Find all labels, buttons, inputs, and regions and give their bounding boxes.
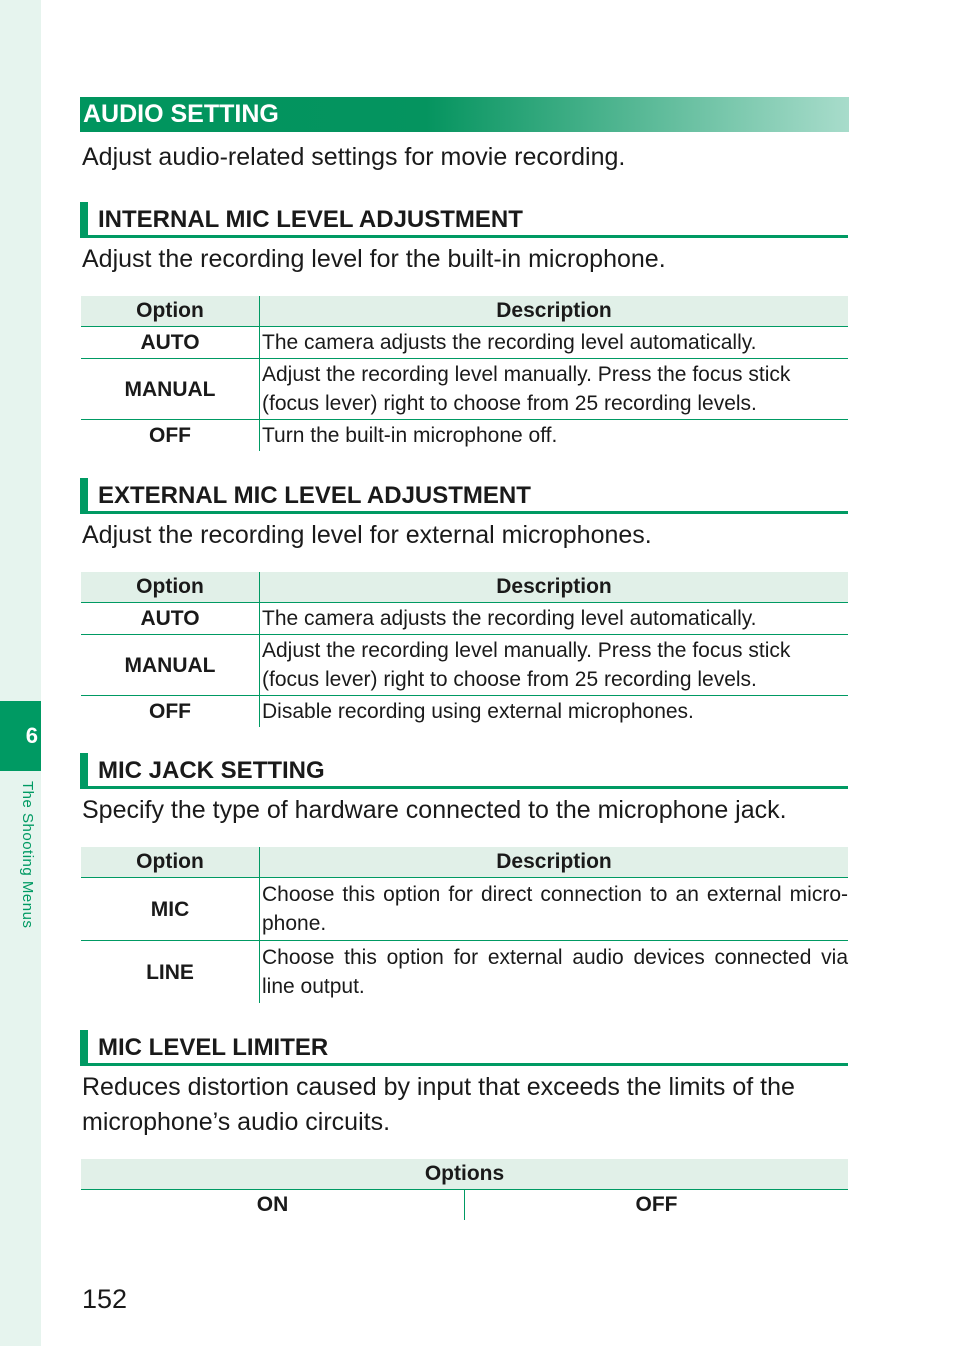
section-title: MIC JACK SETTING [98, 756, 325, 784]
column-header-description: Description [260, 296, 849, 327]
option-cell-on: ON [81, 1190, 465, 1221]
section-description: Specify the type of hardware connected to the microphone jack. [82, 796, 787, 824]
table-header-row [81, 1159, 848, 1190]
option-cell: OFF [81, 420, 260, 452]
column-header-description: Description [260, 572, 849, 603]
page-title-text: AUDIO SETTING [83, 100, 279, 128]
column-header-option: Option [81, 847, 260, 878]
option-cell: AUTO [81, 327, 260, 359]
column-header-option: Option [81, 572, 260, 603]
table-row [81, 603, 848, 635]
description-cell: The camera adjusts the recording level automatically. [260, 603, 849, 635]
description-cell: Choose this option for direct connection to an external micro-phone. [260, 878, 849, 941]
table-row [81, 359, 848, 420]
table-header-row [81, 847, 848, 878]
description-cell: Choose this option for external audio devices connected via line output. [262, 946, 848, 998]
section-title: MIC LEVEL LIMITER [98, 1033, 329, 1061]
option-cell: OFF [81, 696, 260, 728]
column-header-description: Description [260, 847, 849, 878]
chapter-side-strip [0, 0, 41, 1346]
chapter-title: The Shooting Menus [19, 781, 36, 929]
description-cell: Adjust the recording level manually. Press the focus stick (focus lever) right to choose from 25 recording levels. [260, 635, 849, 696]
section-description: Adjust the recording level for external microphones. [82, 521, 652, 549]
table-row [81, 327, 848, 359]
chapter-number-tab [0, 701, 41, 771]
description-cell: The camera adjusts the recording level automatically. [260, 327, 849, 359]
description-cell: Turn the built-in microphone off. [262, 424, 558, 447]
option-cell: LINE [81, 941, 260, 1004]
table-header-row [81, 296, 848, 327]
option-cell-off: OFF [635, 1193, 678, 1216]
page-number: 152 [82, 1284, 128, 1314]
description-cell: Adjust the recording level manually. Press the focus stick (focus lever) right to choose from 25 recording levels. [260, 359, 849, 420]
intro-text: Adjust audio-related settings for movie recording. [82, 143, 626, 171]
option-cell: MANUAL [81, 359, 260, 420]
table-row [81, 941, 848, 1004]
section-description: Reduces distortion caused by input that exceeds the limits of the microphone’s audio circuits. [82, 1073, 795, 1136]
section-heading-mic-jack [80, 753, 848, 789]
internal-mic-options-table [81, 296, 848, 451]
section-title: EXTERNAL MIC LEVEL ADJUSTMENT [98, 481, 531, 509]
section-heading-external-mic [80, 478, 848, 514]
section-heading-mic-level-limiter [80, 1030, 848, 1066]
table-header-row [81, 572, 848, 603]
option-cell: MANUAL [81, 635, 260, 696]
table-row [81, 696, 848, 728]
description-cell: Disable recording using external microphones. [262, 700, 694, 723]
column-header-option: Option [81, 296, 260, 327]
table-row [81, 420, 848, 452]
mic-level-limiter-options-table [81, 1159, 848, 1220]
column-header-options: Options [81, 1159, 848, 1190]
option-cell: MIC [81, 878, 260, 941]
option-cell: AUTO [81, 603, 260, 635]
section-description: Adjust the recording level for the built-in microphone. [82, 245, 666, 273]
section-heading-internal-mic [80, 202, 848, 238]
section-title: INTERNAL MIC LEVEL ADJUSTMENT [98, 205, 523, 233]
table-row [81, 635, 848, 696]
page-title [80, 97, 849, 132]
table-row [81, 878, 848, 941]
external-mic-options-table [81, 572, 848, 727]
mic-jack-options-table [81, 847, 848, 1003]
table-row [81, 1190, 848, 1221]
chapter-number: 6 [25, 723, 38, 748]
